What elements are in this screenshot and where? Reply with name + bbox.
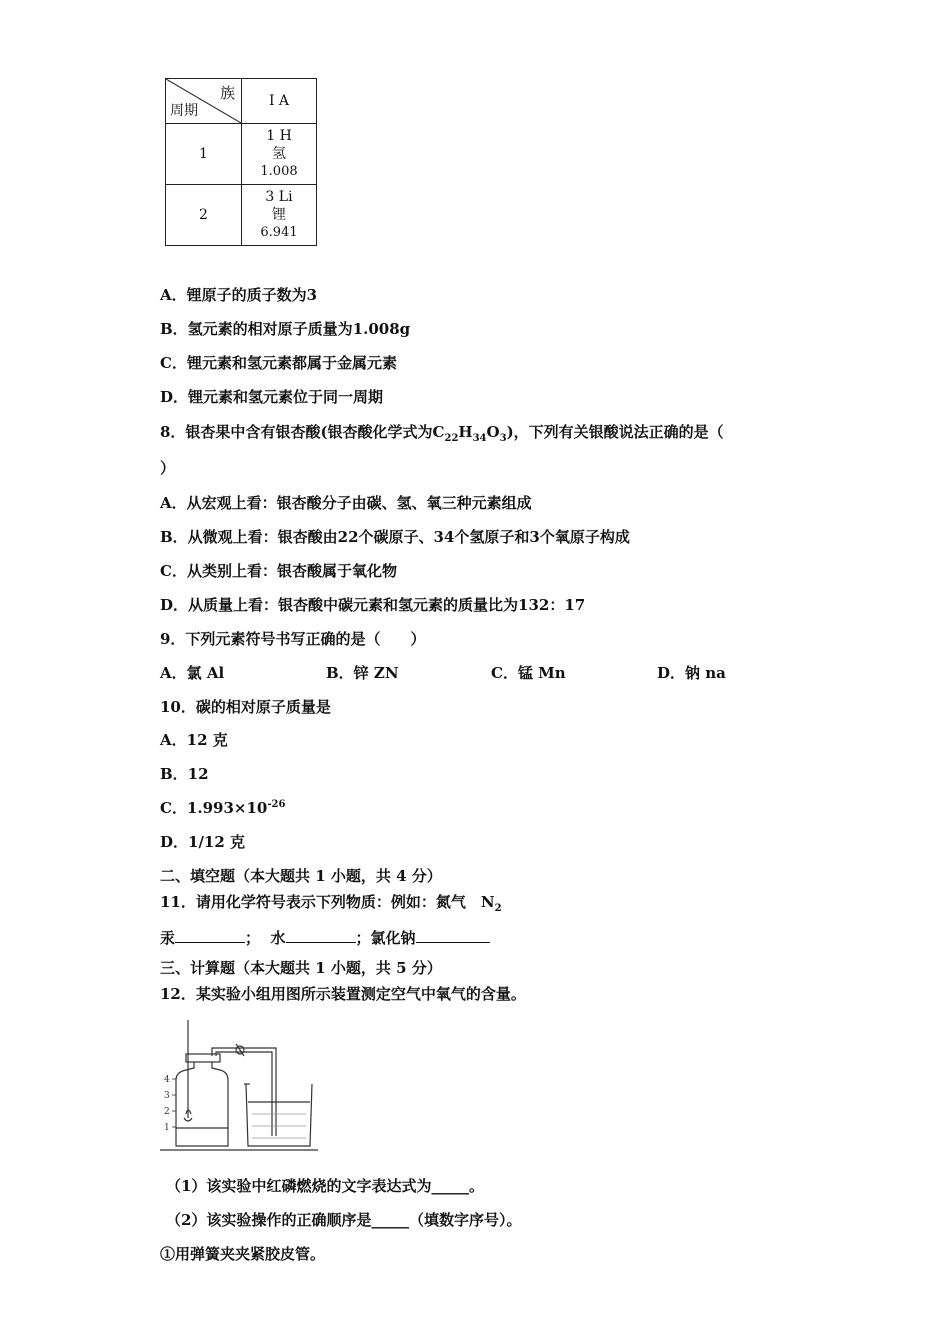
q10-option-c-exp: -26 bbox=[267, 799, 286, 810]
scale-label-1: 1 bbox=[164, 1123, 170, 1133]
q11-mercury-label: 汞 bbox=[160, 929, 176, 947]
periodic-table bbox=[165, 78, 317, 246]
period-header: 周期 bbox=[170, 103, 198, 119]
q11-sep1: ； bbox=[245, 929, 261, 947]
q8-stem bbox=[160, 422, 724, 442]
q9-option-d: D．钠 na bbox=[657, 664, 726, 682]
q9-option-a: A．氯 Al bbox=[160, 664, 225, 682]
li-mass: 6.941 bbox=[260, 225, 298, 240]
group-label: I A bbox=[242, 79, 317, 124]
q11-stem bbox=[160, 892, 502, 912]
q7-option-d: D．锂元素和氢元素位于同一周期 bbox=[160, 388, 384, 406]
scale-label-4: 4 bbox=[164, 1075, 170, 1085]
q8-o: O bbox=[486, 423, 500, 441]
group-header: 族 bbox=[219, 84, 235, 102]
q11-nacl-blank[interactable] bbox=[416, 926, 490, 943]
q11-mercury-blank[interactable] bbox=[175, 926, 245, 943]
q8-stem-part2: )，下列有关银酸说法正确的是（ bbox=[506, 423, 724, 441]
q8-option-d: D．从质量上看：银杏酸中碳元素和氢元素的质量比为132：17 bbox=[160, 596, 586, 614]
q8-option-b: B．从微观上看：银杏酸由22个碳原子、34个氢原子和3个氧原子构成 bbox=[160, 528, 630, 546]
scale-label-3: 3 bbox=[164, 1091, 170, 1101]
q10-option-a: A．12 克 bbox=[160, 731, 228, 749]
q10-stem: 10．碳的相对原子质量是 bbox=[160, 698, 331, 716]
q7-option-b: B．氢元素的相对原子质量为1.008g bbox=[160, 320, 411, 338]
h-mass: 1.008 bbox=[260, 164, 298, 179]
element-h-cell bbox=[242, 124, 317, 185]
h-symbol: H bbox=[279, 128, 292, 144]
h-name: 氢 bbox=[272, 146, 286, 162]
q8-sub-o: 3 bbox=[499, 433, 507, 444]
q7-option-a: A．锂原子的质子数为3 bbox=[160, 286, 318, 304]
q12-stem: 12．某实验小组用图所示装置测定空气中氧气的含量。 bbox=[160, 985, 526, 1003]
header-diagonal-cell bbox=[166, 79, 242, 124]
q11-water-blank[interactable] bbox=[286, 926, 356, 943]
q8-option-c: C．从类别上看：银杏酸属于氧化物 bbox=[160, 562, 397, 580]
q8-sub-c: 22 bbox=[444, 433, 459, 444]
q8-stem-part1: 8．银杏果中含有银杏酸(银杏酸化学式为C bbox=[160, 423, 445, 441]
q9-option-c: C．锰 Mn bbox=[491, 664, 566, 682]
li-number: 3 bbox=[265, 189, 275, 205]
q12-step1: ①用弹簧夹夹紧胶皮管。 bbox=[160, 1245, 326, 1263]
q8-option-a: A．从宏观上看：银杏酸分子由碳、氢、氧三种元素组成 bbox=[160, 494, 532, 512]
h-number: 1 bbox=[266, 128, 276, 144]
q9-stem: 9．下列元素符号书写正确的是（ ） bbox=[160, 630, 426, 648]
q10-option-c bbox=[160, 798, 285, 818]
q10-option-b: B．12 bbox=[160, 765, 209, 783]
q11-sub: 2 bbox=[494, 903, 502, 914]
q8-h: H bbox=[458, 423, 473, 441]
section-3-heading: 三、计算题（本大题共 1 小题，共 5 分） bbox=[160, 959, 442, 977]
q10-option-c-base: C．1.993×10 bbox=[160, 799, 268, 817]
q9-option-b: B．锌 ZN bbox=[326, 664, 399, 682]
period-1: 1 bbox=[166, 124, 242, 185]
q11-stem-text: 11．请用化学符号表示下列物质：例如：氮气 N bbox=[160, 893, 495, 911]
q11-nacl-label: ；氯化钠 bbox=[355, 929, 416, 947]
q7-option-c: C．锂元素和氢元素都属于金属元素 bbox=[160, 354, 397, 372]
scale-label-2: 2 bbox=[164, 1107, 170, 1117]
q12-part1: （1）该实验中红磷燃烧的文字表达式为_____。 bbox=[166, 1177, 484, 1195]
q8-stem-close: ） bbox=[160, 459, 176, 477]
li-name: 锂 bbox=[272, 207, 286, 223]
apparatus-diagram bbox=[158, 1018, 320, 1154]
q12-part2: （2）该实验操作的正确顺序是_____（填数字序号）。 bbox=[166, 1211, 522, 1229]
li-symbol: Li bbox=[278, 189, 293, 205]
period-2: 2 bbox=[166, 185, 242, 246]
q10-option-d: D．1/12 克 bbox=[160, 833, 246, 851]
element-li-cell bbox=[242, 185, 317, 246]
q11-blanks bbox=[160, 926, 490, 948]
section-2-heading: 二、填空题（本大题共 1 小题，共 4 分） bbox=[160, 867, 442, 885]
q11-water-label: 水 bbox=[270, 929, 286, 947]
q8-sub-h: 34 bbox=[472, 433, 487, 444]
